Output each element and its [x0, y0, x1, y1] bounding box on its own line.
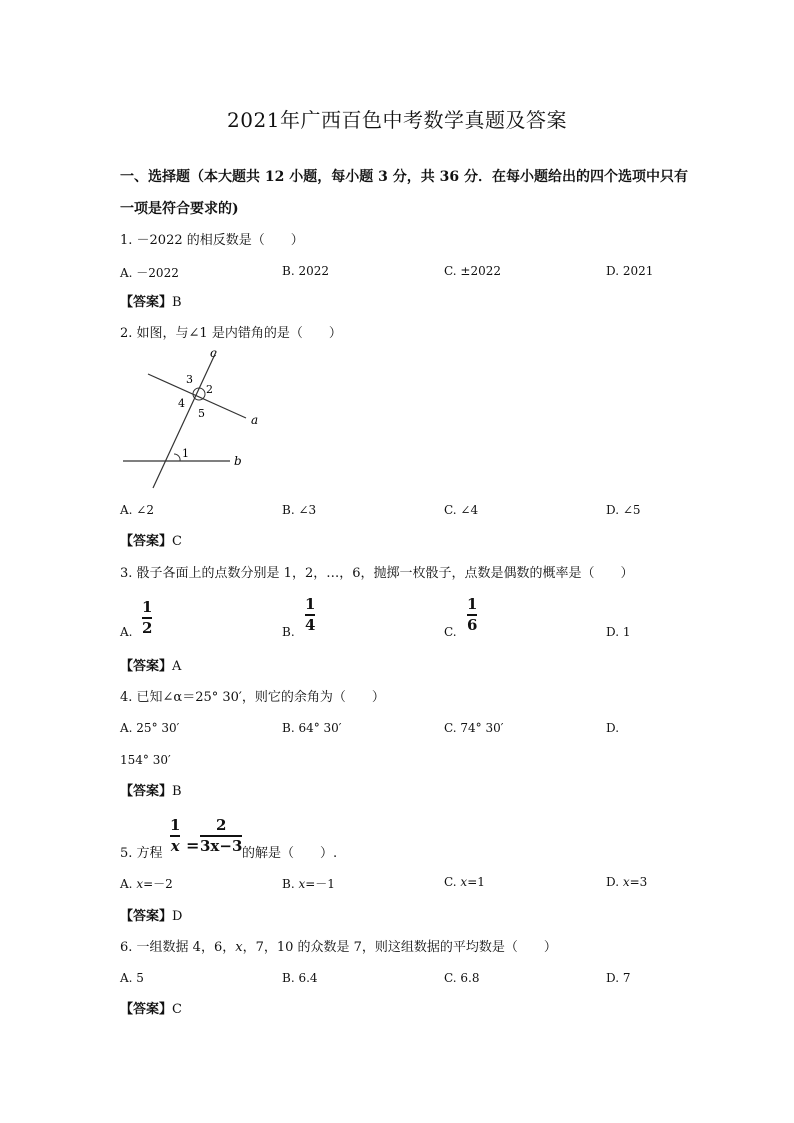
label-angle-4: 4: [178, 397, 185, 410]
q5-rhs-fraction: 2 3x−3: [200, 816, 243, 855]
section-heading-line1: 一、选择题（本大题共 12 小题，每小题 3 分，共 36 分．在每小题给出的四个选项中只有: [120, 169, 688, 185]
q1-option-c: C. ±2022: [444, 264, 501, 278]
question-4-text: 4. 已知∠α＝25° 30′，则它的余角为（ ）: [120, 690, 385, 705]
q2-option-d: D. ∠5: [606, 503, 641, 517]
q6-option-c: C. 6.8: [444, 971, 480, 985]
question-2-text: 2. 如图，与∠1 是内错角的是（ ）: [120, 326, 342, 341]
question-6-text: 6. 一组数据 4，6，x，7，10 的众数是 7，则这组数据的平均数是（ ）: [120, 940, 557, 955]
label-b: b: [234, 454, 242, 468]
q2-figure: [118, 344, 268, 494]
q2-option-a: A. ∠2: [120, 503, 154, 517]
q1-answer-value: B: [172, 295, 182, 310]
page-title: 2021年广西百色中考数学真题及答案: [227, 108, 567, 132]
q3-option-d: D. 1: [606, 625, 631, 639]
q5-option-c: C. x=1: [444, 875, 485, 889]
q3-option-b-fraction: 1 4: [305, 595, 316, 634]
q3-answer: 【答案】A: [120, 659, 182, 674]
q5-option-b: B. x=－1: [282, 877, 335, 891]
q5-lhs-fraction: 1 x: [170, 816, 181, 855]
label-a: a: [251, 413, 259, 427]
question-3-text: 3. 骰子各面上的点数分别是 1，2，…，6，抛掷一枚骰子，点数是偶数的概率是（ ）: [120, 566, 634, 581]
q3-option-a-fraction: 1 2: [142, 598, 153, 637]
q6-option-b: B. 6.4: [282, 971, 318, 985]
q3-option-a-label: A.: [120, 625, 133, 639]
q4-option-d: D.: [606, 721, 620, 735]
line-a: [148, 374, 246, 418]
q6-answer: 【答案】C: [120, 1002, 182, 1017]
q5-option-a: A. x=－2: [120, 877, 173, 891]
q2-option-b: B. ∠3: [282, 503, 317, 517]
label-c: c: [210, 346, 217, 360]
q1-option-a: A. －2022: [120, 266, 179, 280]
q1-answer: [120, 291, 182, 310]
q3-option-c-label: C.: [444, 625, 457, 639]
q4-option-c: C. 74° 30′: [444, 721, 504, 735]
question-1-text: 1. －2022 的相反数是（ ）: [120, 233, 304, 248]
label-angle-1: 1: [182, 447, 189, 460]
label-angle-2: 2: [206, 383, 213, 396]
q3-option-c-fraction: 1 6: [467, 595, 478, 634]
q4-option-a: A. 25° 30′: [120, 721, 180, 735]
question-5-suffix: 的解是（ ）.: [242, 846, 338, 861]
q1-option-b: B. 2022: [282, 264, 329, 278]
q6-option-d: D. 7: [606, 971, 631, 985]
section-heading-line2: 一项是符合要求的): [120, 201, 239, 217]
question-5-prefix: 5. 方程: [120, 846, 163, 861]
q6-option-a: A. 5: [120, 971, 144, 985]
q1-option-d: D. 2021: [606, 264, 654, 278]
q5-option-d: D. x=3: [606, 875, 648, 889]
q2-option-c: C. ∠4: [444, 503, 479, 517]
q4-answer: 【答案】B: [120, 784, 182, 799]
q2-answer: 【答案】C: [120, 534, 182, 549]
q5-answer: 【答案】D: [120, 909, 183, 924]
answer-prefix: 【答案】: [120, 295, 173, 310]
q3-option-b-label: B.: [282, 625, 295, 639]
q5-equals: =: [186, 836, 200, 855]
line-c: [153, 352, 216, 488]
angle-arc-1: [174, 454, 180, 461]
label-angle-5: 5: [198, 407, 205, 420]
label-angle-3: 3: [186, 373, 193, 386]
q4-option-b: B. 64° 30′: [282, 721, 342, 735]
q4-option-d-continued: 154° 30′: [120, 753, 171, 767]
